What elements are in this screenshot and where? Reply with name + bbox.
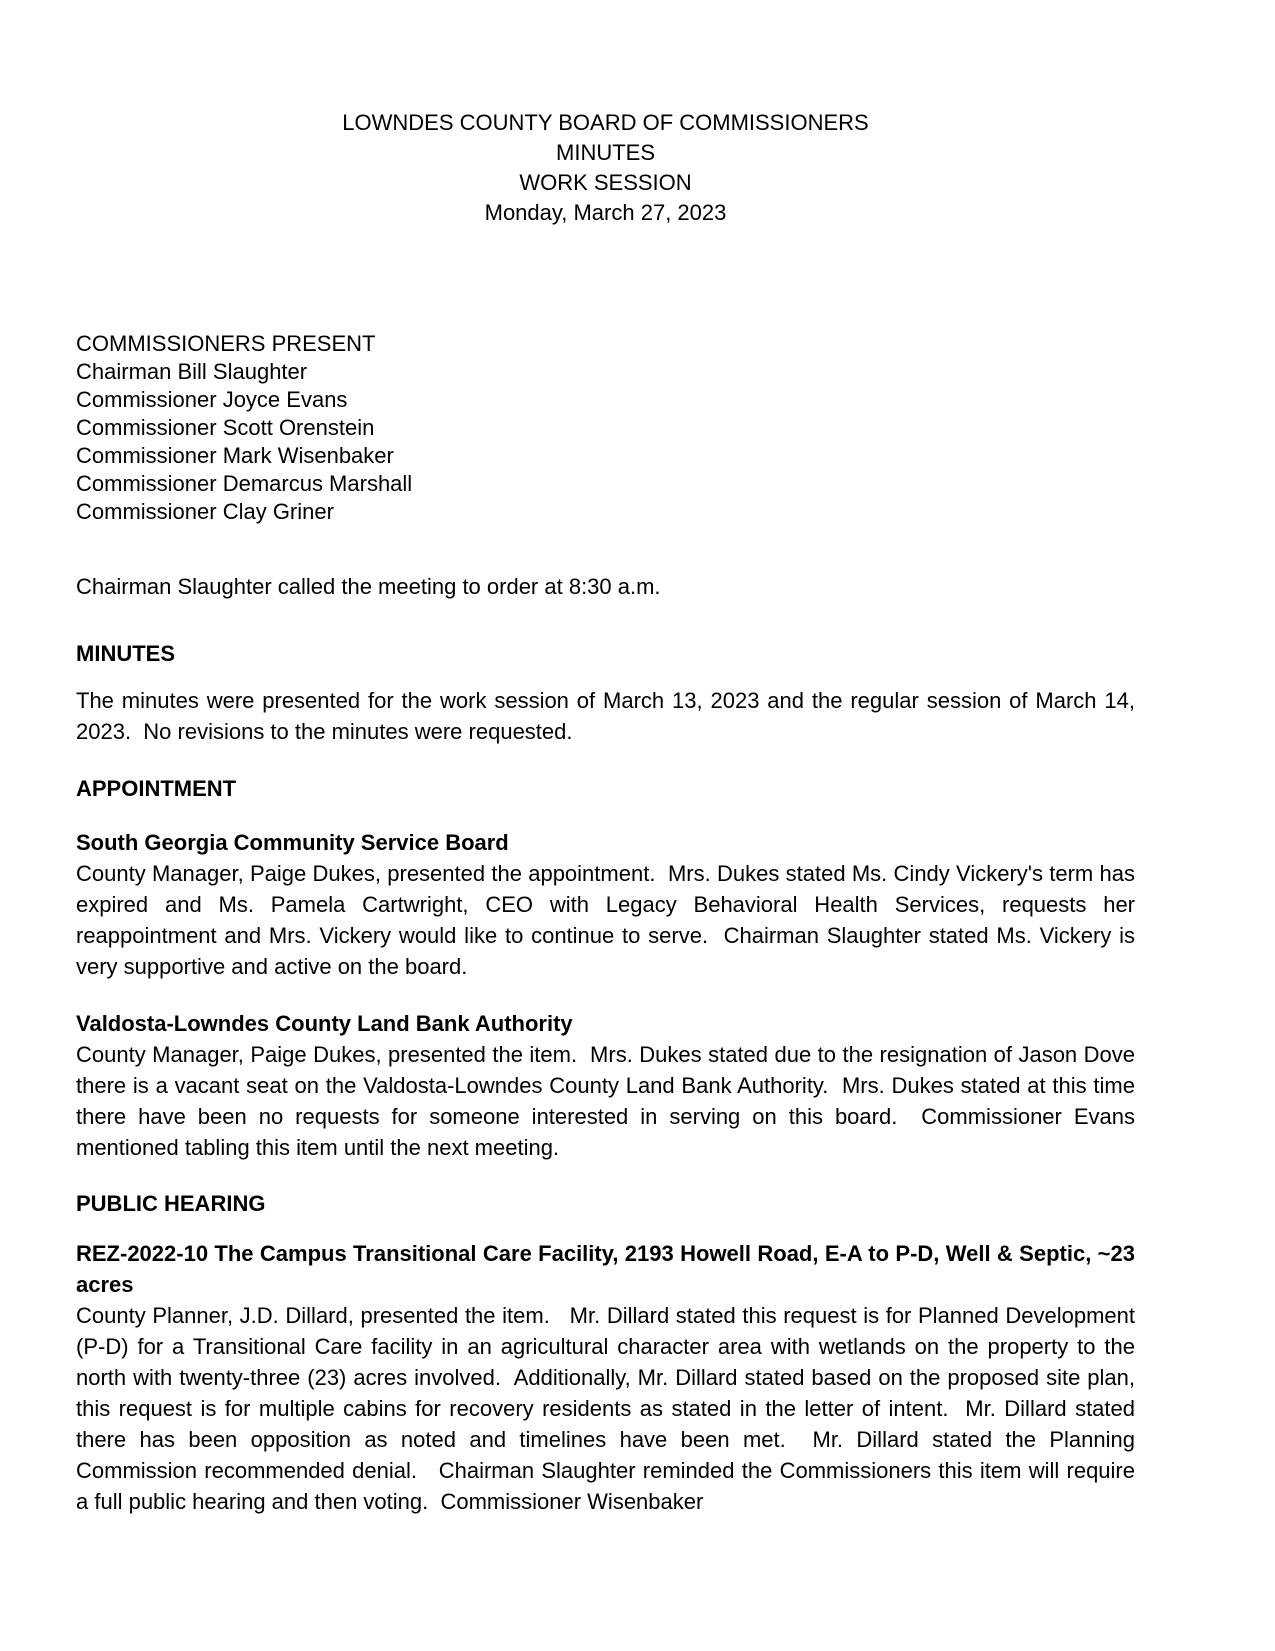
call-to-order: Chairman Slaughter called the meeting to order at 8:30 a.m. (76, 574, 661, 599)
minutes-paragraph: The minutes were presented for the work session of March 13, 2023 and the regular session of March 14, 2023. No revisions to the minutes were requested. (76, 688, 1142, 744)
attendee: Commissioner Demarcus Marshall (76, 471, 413, 496)
document-title-block (76, 108, 1135, 228)
document-title-line-2: MINUTES (556, 140, 655, 165)
attendance-heading: COMMISSIONERS PRESENT (76, 331, 376, 356)
document-title-line-3: WORK SESSION (519, 170, 692, 195)
subsection-title-rez-2022-10: REZ-2022-10 The Campus Transitional Care Facility, 2193 Howell Road, E-A to P-D, Well & Septic, ~23 acres (76, 1241, 1142, 1297)
section-heading-public-hearing: PUBLIC HEARING (76, 1191, 266, 1216)
subsection-body-land-bank-authority: County Manager, Paige Dukes, presented the item. Mrs. Dukes stated due to the resignation of Jason Dove there is a vacant seat on the Valdosta-Lowndes County Land Bank Authority. Mrs. Dukes stated at this time there have been no requests for someone interested in serving on this board. Commissioner Evans mentioned tabling this item until the next meeting. (76, 1042, 1142, 1160)
attendance-section (76, 330, 1135, 526)
subsection-title-sg-community-service-board: South Georgia Community Service Board (76, 830, 509, 855)
subsection-title-land-bank-authority: Valdosta-Lowndes County Land Bank Authority (76, 1011, 573, 1036)
subsection-body-sg-community-service-board: County Manager, Paige Dukes, presented the appointment. Mrs. Dukes stated Ms. Cindy Vickery's term has expired and Ms. Pamela Cartwright, CEO with Legacy Behavioral Health Services, requests her reappointment and Mrs. Vickery would like to continue to serve. Chairman Slaughter stated Ms. Vickery is very supportive and active on the board. (76, 861, 1142, 979)
attendee: Commissioner Mark Wisenbaker (76, 443, 394, 468)
attendee: Commissioner Clay Griner (76, 499, 334, 524)
section-heading-appointment: APPOINTMENT (76, 776, 237, 801)
document-title-line-4: Monday, March 27, 2023 (484, 200, 727, 225)
attendee: Commissioner Joyce Evans (76, 387, 348, 412)
subsection-body-rez-2022-10: County Planner, J.D. Dillard, presented the item. Mr. Dillard stated this request is for Planned Development (P-D) for a Transitional Care facility in an agricultural character area with wetlands on the property to the north with twenty-three (23) acres involved. Additionally, Mr. Dillard stated based on the proposed site plan, this request is for multiple cabins for recovery residents as stated in the letter of intent. Mr. Dillard stated there has been opposition as noted and timelines have been met. Mr. Dillard stated the Planning Commission recommended denial. Chairman Slaughter reminded the Commissioners this item will require a full public hearing and then voting. Commissioner Wisenbaker (76, 1303, 1142, 1514)
document-title-line-1: LOWNDES COUNTY BOARD OF COMMISSIONERS (342, 110, 869, 135)
attendee: Chairman Bill Slaughter (76, 359, 308, 384)
section-heading-minutes: MINUTES (76, 641, 175, 666)
attendee: Commissioner Scott Orenstein (76, 415, 375, 440)
